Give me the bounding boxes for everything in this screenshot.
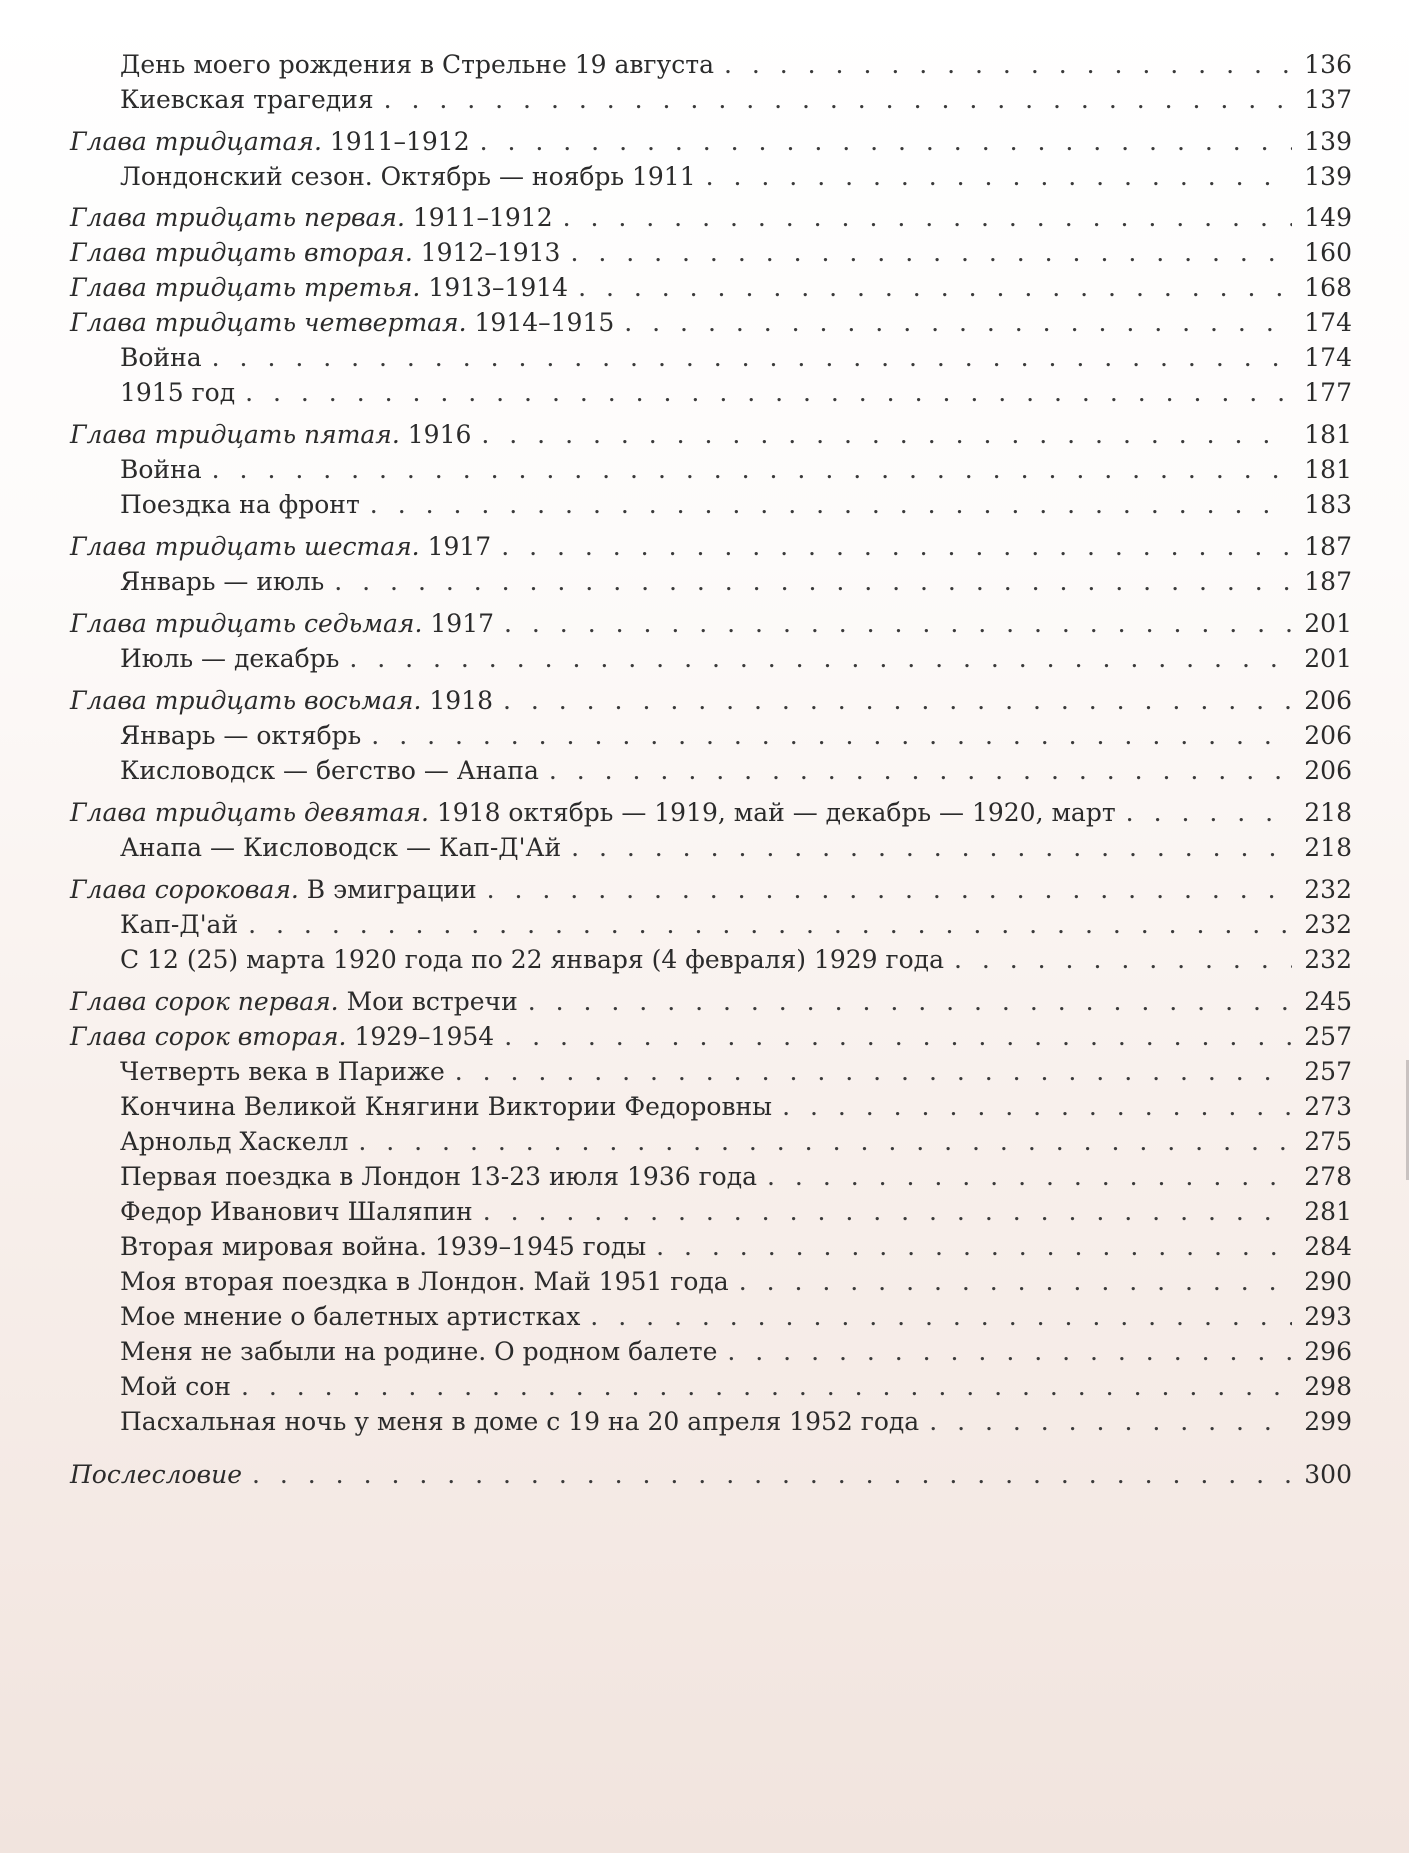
toc-title: Федор Иванович Шаляпин: [120, 1197, 473, 1226]
chapter-label: Глава тридцать шестая.: [70, 532, 420, 561]
page-number: 136: [1304, 50, 1352, 79]
page-number: 137: [1304, 85, 1352, 114]
page-number: 275: [1304, 1127, 1352, 1156]
toc-title: [70, 796, 1116, 830]
chapter-subtitle: Мои встречи: [338, 987, 518, 1016]
chapter-subtitle: 1917: [419, 532, 492, 561]
page-number: 168: [1304, 273, 1352, 302]
toc-title: Анапа — Кисловодск — Кап-Д'Ай: [120, 833, 562, 862]
toc-title: [70, 1020, 494, 1054]
page-number: 245: [1304, 987, 1352, 1016]
dot-leader: [504, 607, 1292, 641]
page-number: 139: [1304, 127, 1352, 156]
toc-subentry[interactable]: [120, 642, 1352, 676]
page-number: 300: [1304, 1460, 1352, 1489]
toc-chapter-entry[interactable]: [70, 1458, 1352, 1492]
toc-chapter-entry[interactable]: [70, 530, 1352, 564]
chapter-subtitle: 1914–1915: [466, 308, 615, 337]
toc-title: [70, 306, 614, 340]
toc-subentry[interactable]: [120, 1160, 1352, 1194]
page-number: 257: [1304, 1057, 1352, 1086]
page-number: 201: [1304, 609, 1352, 638]
toc-chapter-entry[interactable]: [70, 985, 1352, 1019]
toc-subentry[interactable]: [120, 908, 1352, 942]
toc-title: Война: [120, 455, 202, 484]
dot-leader: [349, 642, 1292, 676]
toc-title: [70, 1458, 242, 1492]
toc-title: [70, 607, 494, 641]
toc-chapter-entry[interactable]: [70, 418, 1352, 452]
page-number: 181: [1304, 455, 1352, 484]
dot-leader: [212, 341, 1292, 375]
chapter-subtitle: 1911–1912: [321, 127, 470, 156]
toc-title: [70, 271, 568, 305]
toc-subentry[interactable]: [120, 1370, 1352, 1404]
dot-leader: [706, 160, 1292, 194]
dot-leader: [503, 684, 1292, 718]
dot-leader: [358, 1125, 1292, 1159]
toc-subentry[interactable]: [120, 1405, 1352, 1439]
page-number: 177: [1304, 378, 1352, 407]
page-number: 281: [1304, 1197, 1352, 1226]
dot-leader: [624, 306, 1292, 340]
chapter-subtitle: 1911–1912: [404, 203, 553, 232]
toc-subentry[interactable]: [120, 1090, 1352, 1124]
chapter-label: Глава тридцать первая.: [70, 203, 405, 232]
chapter-subtitle: 1918 октябрь — 1919, май — декабрь — 1920, март: [428, 798, 1116, 827]
dot-leader: [487, 873, 1292, 907]
toc-title: Война: [120, 343, 202, 372]
toc-title: 1915 год: [120, 378, 236, 407]
toc-chapter-entry[interactable]: [70, 271, 1352, 305]
dot-leader: [578, 271, 1292, 305]
toc-chapter-entry[interactable]: [70, 684, 1352, 718]
chapter-label: Глава тридцать четвертая.: [70, 308, 467, 337]
toc-title: Киевская трагедия: [120, 85, 374, 114]
toc-subentry[interactable]: [120, 565, 1352, 599]
toc-title: Кап-Д'ай: [120, 910, 239, 939]
chapter-subtitle: В эмиграции: [298, 875, 477, 904]
toc-title: День моего рождения в Стрельне 19 августа: [120, 50, 714, 79]
toc-chapter-entry[interactable]: [70, 125, 1352, 159]
page-number: 181: [1304, 420, 1352, 449]
chapter-subtitle: 1929–1954: [346, 1022, 495, 1051]
dot-leader: [727, 1335, 1292, 1369]
toc-title: Поездка на фронт: [120, 490, 360, 519]
dot-leader: [212, 453, 1292, 487]
toc-subentry[interactable]: [120, 160, 1352, 194]
dot-leader: [248, 908, 1292, 942]
page-number: 149: [1304, 203, 1352, 232]
toc-subentry[interactable]: [120, 719, 1352, 753]
toc-title: Четверть века в Париже: [120, 1057, 445, 1086]
dot-leader: [739, 1265, 1292, 1299]
toc-title: Моя вторая поездка в Лондон. Май 1951 года: [120, 1267, 729, 1296]
toc-title: Январь — июль: [120, 567, 325, 596]
page-number: 284: [1304, 1232, 1352, 1261]
toc-subentry[interactable]: [120, 341, 1352, 375]
dot-leader: [480, 125, 1292, 159]
page-number: 257: [1304, 1022, 1352, 1051]
dot-leader: [549, 754, 1292, 788]
page-number: 278: [1304, 1162, 1352, 1191]
page-number: 174: [1304, 308, 1352, 337]
toc-subentry[interactable]: [120, 1125, 1352, 1159]
dot-leader: [656, 1230, 1292, 1264]
page-number: 218: [1304, 798, 1352, 827]
toc-chapter-entry[interactable]: [70, 236, 1352, 270]
page-number: 290: [1304, 1267, 1352, 1296]
dot-leader: [528, 985, 1292, 1019]
chapter-label: Глава сорок первая.: [70, 987, 339, 1016]
dot-leader: [501, 530, 1292, 564]
chapter-label: Глава тридцать седьмая.: [70, 609, 423, 638]
toc-chapter-entry[interactable]: [70, 607, 1352, 641]
page-number: 218: [1304, 833, 1352, 862]
dot-leader: [590, 1300, 1292, 1334]
toc-subentry[interactable]: [120, 1335, 1352, 1369]
page-number: 187: [1304, 567, 1352, 596]
toc-title: Вторая мировая война. 1939–1945 годы: [120, 1232, 647, 1261]
chapter-label: Глава тридцать пятая.: [70, 420, 400, 449]
dot-leader: [1126, 796, 1292, 830]
toc-title: Пасхальная ночь у меня в доме с 19 на 20 апреля 1952 года: [120, 1407, 920, 1436]
chapter-label: Глава тридцать девятая.: [70, 798, 429, 827]
toc-subentry[interactable]: [120, 1055, 1352, 1089]
chapter-subtitle: 1916: [399, 420, 472, 449]
page-number: 160: [1304, 238, 1352, 267]
toc-subentry[interactable]: [120, 831, 1352, 865]
toc-title: Январь — октябрь: [120, 721, 362, 750]
page-number: 206: [1304, 686, 1352, 715]
toc-chapter-entry[interactable]: [70, 306, 1352, 340]
toc-subentry[interactable]: [120, 48, 1352, 82]
page-number: 232: [1304, 945, 1352, 974]
chapter-label: Глава тридцатая.: [70, 127, 322, 156]
page-number: 187: [1304, 532, 1352, 561]
page-number: 232: [1304, 875, 1352, 904]
page-number: 232: [1304, 910, 1352, 939]
page-number: 201: [1304, 644, 1352, 673]
toc-title: [70, 684, 493, 718]
toc-title: [70, 125, 470, 159]
dot-leader: [455, 1055, 1292, 1089]
dot-leader: [724, 48, 1292, 82]
toc-title: [70, 201, 553, 235]
toc-title: С 12 (25) марта 1920 года по 22 января (4 февраля) 1929 года: [120, 945, 944, 974]
dot-leader: [481, 418, 1292, 452]
dot-leader: [782, 1090, 1292, 1124]
toc-title: [70, 530, 491, 564]
toc-subentry[interactable]: [120, 1265, 1352, 1299]
toc-title: [70, 418, 471, 452]
toc-title: [70, 985, 518, 1019]
toc-subentry[interactable]: [120, 1230, 1352, 1264]
chapter-label: Глава тридцать вторая.: [70, 238, 413, 267]
toc-chapter-entry[interactable]: [70, 796, 1352, 830]
toc-subentry[interactable]: [120, 488, 1352, 522]
toc-title: Первая поездка в Лондон 13-23 июля 1936 года: [120, 1162, 758, 1191]
toc-title: Мое мнение о балетных артистках: [120, 1302, 581, 1331]
dot-leader: [929, 1405, 1292, 1439]
chapter-label: Глава тридцать третья.: [70, 273, 421, 302]
dot-leader: [245, 376, 1292, 410]
page-number: 273: [1304, 1092, 1352, 1121]
page-number: 298: [1304, 1372, 1352, 1401]
toc-subentry[interactable]: [120, 453, 1352, 487]
page-number: 206: [1304, 721, 1352, 750]
toc-title: Мой сон: [120, 1372, 231, 1401]
page-number: 183: [1304, 490, 1352, 519]
chapter-label: Глава сороковая.: [70, 875, 299, 904]
toc-title: [70, 236, 560, 270]
chapter-label: Глава тридцать восьмая.: [70, 686, 422, 715]
page-number: 174: [1304, 343, 1352, 372]
chapter-label: Послесловие: [70, 1460, 242, 1489]
chapter-subtitle: 1912–1913: [412, 238, 561, 267]
toc-subentry[interactable]: [120, 376, 1352, 410]
dot-leader: [384, 83, 1292, 117]
chapter-subtitle: 1913–1914: [420, 273, 569, 302]
dot-leader: [954, 943, 1292, 977]
toc-title: Арнольд Хаскелл: [120, 1127, 349, 1156]
page-number: 299: [1304, 1407, 1352, 1436]
toc-title: Кончина Великой Княгини Виктории Федоровны: [120, 1092, 773, 1121]
dot-leader: [371, 719, 1292, 753]
dot-leader: [563, 201, 1292, 235]
toc-title: [70, 873, 477, 907]
chapter-subtitle: 1918: [421, 686, 493, 715]
dot-leader: [504, 1020, 1292, 1054]
dot-leader: [570, 236, 1292, 270]
page-number: 139: [1304, 162, 1352, 191]
chapter-label: Глава сорок вторая.: [70, 1022, 347, 1051]
dot-leader: [767, 1160, 1292, 1194]
toc-subentry[interactable]: [120, 943, 1352, 977]
toc-subentry[interactable]: [120, 754, 1352, 788]
dot-leader: [571, 831, 1292, 865]
chapter-subtitle: 1917: [422, 609, 495, 638]
dot-leader: [252, 1458, 1292, 1492]
toc-title: Июль — декабрь: [120, 644, 340, 673]
dot-leader: [241, 1370, 1292, 1404]
toc-chapter-entry[interactable]: [70, 1020, 1352, 1054]
toc-chapter-entry[interactable]: [70, 873, 1352, 907]
toc-title: Лондонский сезон. Октябрь — ноябрь 1911: [120, 162, 696, 191]
page-number: 296: [1304, 1337, 1352, 1366]
page-number: 206: [1304, 756, 1352, 785]
dot-leader: [334, 565, 1292, 599]
page-number: 293: [1304, 1302, 1352, 1331]
toc-chapter-entry[interactable]: [70, 201, 1352, 235]
toc-title: Меня не забыли на родине. О родном балете: [120, 1337, 718, 1366]
toc-subentry[interactable]: [120, 1195, 1352, 1229]
toc-subentry[interactable]: [120, 1300, 1352, 1334]
dot-leader: [370, 488, 1292, 522]
toc-title: Кисловодск — бегство — Анапа: [120, 756, 539, 785]
dot-leader: [483, 1195, 1292, 1229]
toc-subentry[interactable]: [120, 83, 1352, 117]
